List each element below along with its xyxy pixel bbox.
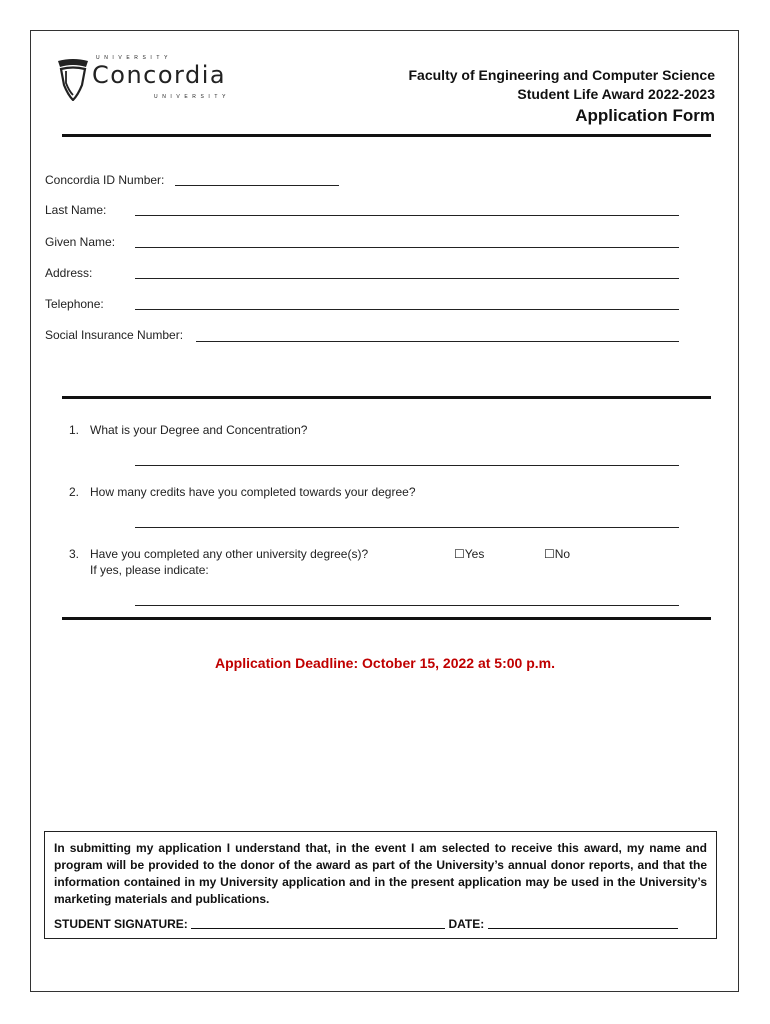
sin-label: Social Insurance Number: <box>45 328 184 342</box>
award-title: Student Life Award 2022-2023 <box>517 86 715 102</box>
question-1-text: What is your Degree and Concentration? <box>90 423 308 437</box>
question-3-answer-line[interactable] <box>135 605 679 606</box>
no-checkbox-option[interactable] <box>544 547 570 561</box>
signature-row <box>54 917 707 931</box>
concordia-logo <box>56 55 246 105</box>
given-name-label: Given Name: <box>45 235 116 249</box>
form-title: Application Form <box>575 106 715 125</box>
address-label: Address: <box>45 266 93 280</box>
signature-label: STUDENT SIGNATURE: <box>54 917 188 931</box>
date-input-line[interactable] <box>488 917 678 929</box>
yes-checkbox-option[interactable] <box>454 547 484 561</box>
question-3 <box>69 547 368 561</box>
question-3-subtext: If yes, please indicate: <box>90 563 209 577</box>
id-number-input-line[interactable] <box>175 185 339 186</box>
last-name-input-line[interactable] <box>135 215 679 216</box>
given-name-input-line[interactable] <box>135 247 679 248</box>
sin-input-line[interactable] <box>196 341 679 342</box>
question-1 <box>69 423 307 437</box>
question-2 <box>69 485 416 499</box>
telephone-input-line[interactable] <box>135 309 679 310</box>
telephone-label: Telephone: <box>45 297 104 311</box>
logo-university-bottom: UNIVERSITY <box>154 94 231 100</box>
date-label: DATE: <box>448 917 485 931</box>
question-1-number: 1. <box>69 423 80 437</box>
yes-label: Yes <box>464 547 485 561</box>
question-2-number: 2. <box>69 485 80 499</box>
last-name-label: Last Name: <box>45 203 107 217</box>
consent-statement-text: In submitting my application I understand that, in the event I am selected to receive this award, my name and program will be provided to the donor of the award as part of the University’s annual donor reports, and that the information contained in my University application and in the present application may be used in the University’s marketing materials and publications. <box>54 841 707 906</box>
faculty-title: Faculty of Engineering and Computer Science <box>408 67 715 83</box>
signature-input-line[interactable] <box>191 917 445 929</box>
yes-checkbox-icon[interactable]: ☐ <box>454 547 465 561</box>
question-2-text: How many credits have you completed towards your degree? <box>90 485 416 499</box>
question-2-answer-line[interactable] <box>135 527 679 528</box>
concordia-shield-icon <box>56 57 90 101</box>
question-3-number: 3. <box>69 547 80 561</box>
application-deadline: Application Deadline: October 15, 2022 at 5:00 p.m. <box>215 655 555 671</box>
form-header <box>409 66 716 128</box>
logo-wordmark: Concordia <box>92 61 227 89</box>
question-3-text: Have you completed any other university degree(s)? <box>90 547 369 561</box>
logo-university-top: UNIVERSITY <box>96 55 173 61</box>
consent-statement-box <box>44 831 717 939</box>
id-number-label: Concordia ID Number: <box>45 173 165 187</box>
header-divider <box>62 134 711 137</box>
section-divider-bottom <box>62 617 711 620</box>
no-checkbox-icon[interactable]: ☐ <box>544 547 555 561</box>
section-divider-top <box>62 396 711 399</box>
no-label: No <box>554 547 571 561</box>
address-input-line[interactable] <box>135 278 679 279</box>
question-1-answer-line[interactable] <box>135 465 679 466</box>
